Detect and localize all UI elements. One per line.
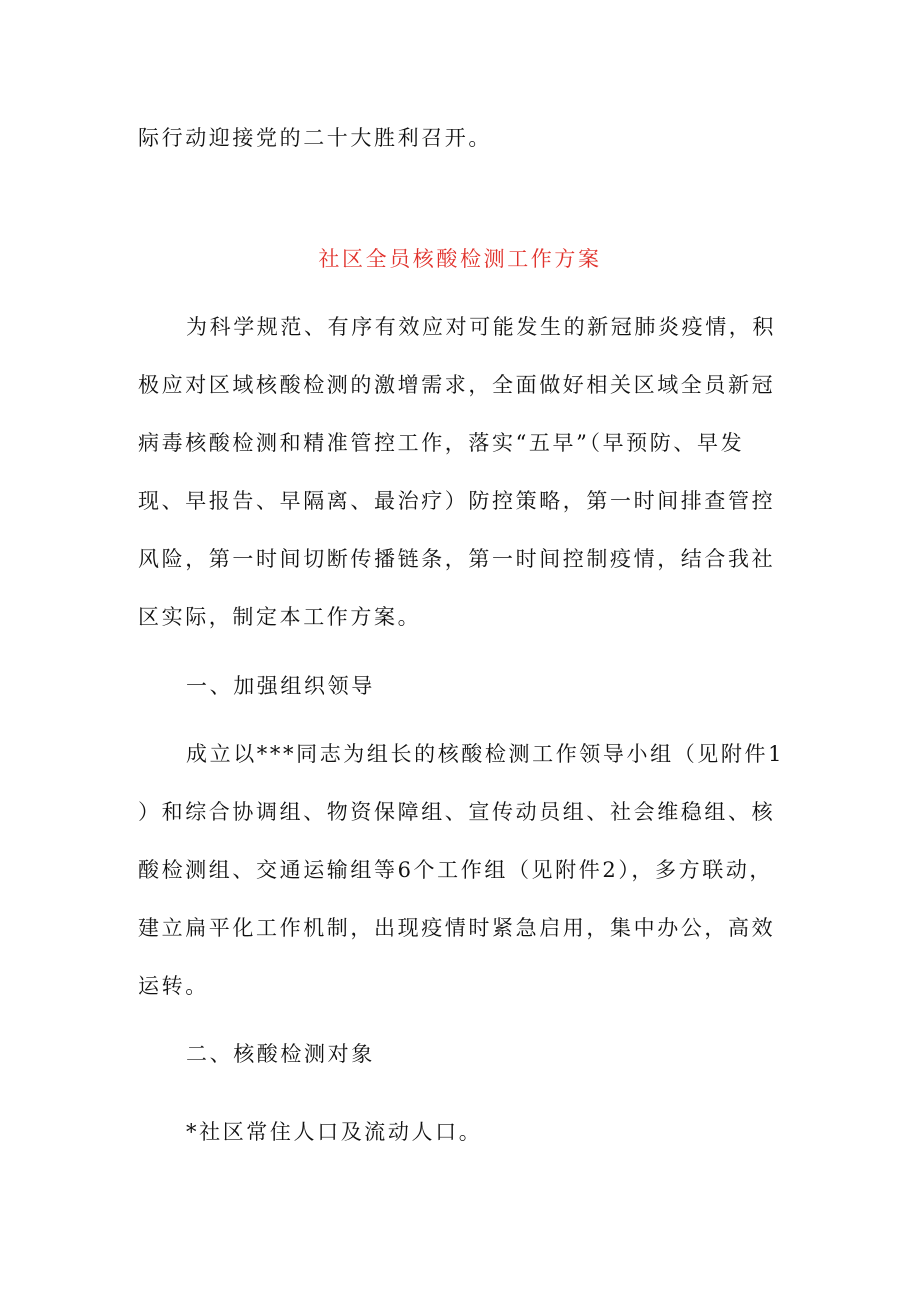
section1-line: 酸检测组、交通运输组等6个工作组（见附件2），多方联动，: [138, 858, 774, 882]
section1-line: 成立以***同志为组长的核酸检测工作领导小组（见附件1: [186, 742, 785, 766]
section1-line: 建立扁平化工作机制，出现疫情时紧急启用，集中办公，高效: [138, 916, 776, 940]
section1-line: ）和综合协调组、物资保障组、宣传动员组、社会维稳组、核: [138, 800, 776, 824]
intro-line: 为科学规范、有序有效应对可能发生的新冠肺炎疫情，积: [186, 315, 776, 339]
section-heading-organization: 一、加强组织领导: [186, 674, 375, 698]
document-title: 社区全员核酸检测工作方案: [318, 247, 602, 271]
previous-section-tail: 际行动迎接党的二十大胜利召开。: [138, 126, 492, 150]
section1-line: 运转。: [138, 974, 209, 998]
section2-line: *社区常住人口及流动人口。: [186, 1120, 483, 1144]
intro-line: 风险，第一时间切断传播链条，第一时间控制疫情，结合我社: [138, 547, 776, 571]
section-heading-test-targets: 二、核酸检测对象: [186, 1042, 375, 1066]
intro-line: 现、早报告、早隔离、最治疗）防控策略，第一时间排查管控: [138, 489, 776, 513]
intro-line: 极应对区域核酸检测的激增需求，全面做好相关区域全员新冠: [138, 373, 776, 397]
intro-line: 病毒核酸检测和精准管控工作，落实“五早”（早预防、早发: [138, 431, 745, 455]
intro-line: 区实际，制定本工作方案。: [138, 605, 422, 629]
